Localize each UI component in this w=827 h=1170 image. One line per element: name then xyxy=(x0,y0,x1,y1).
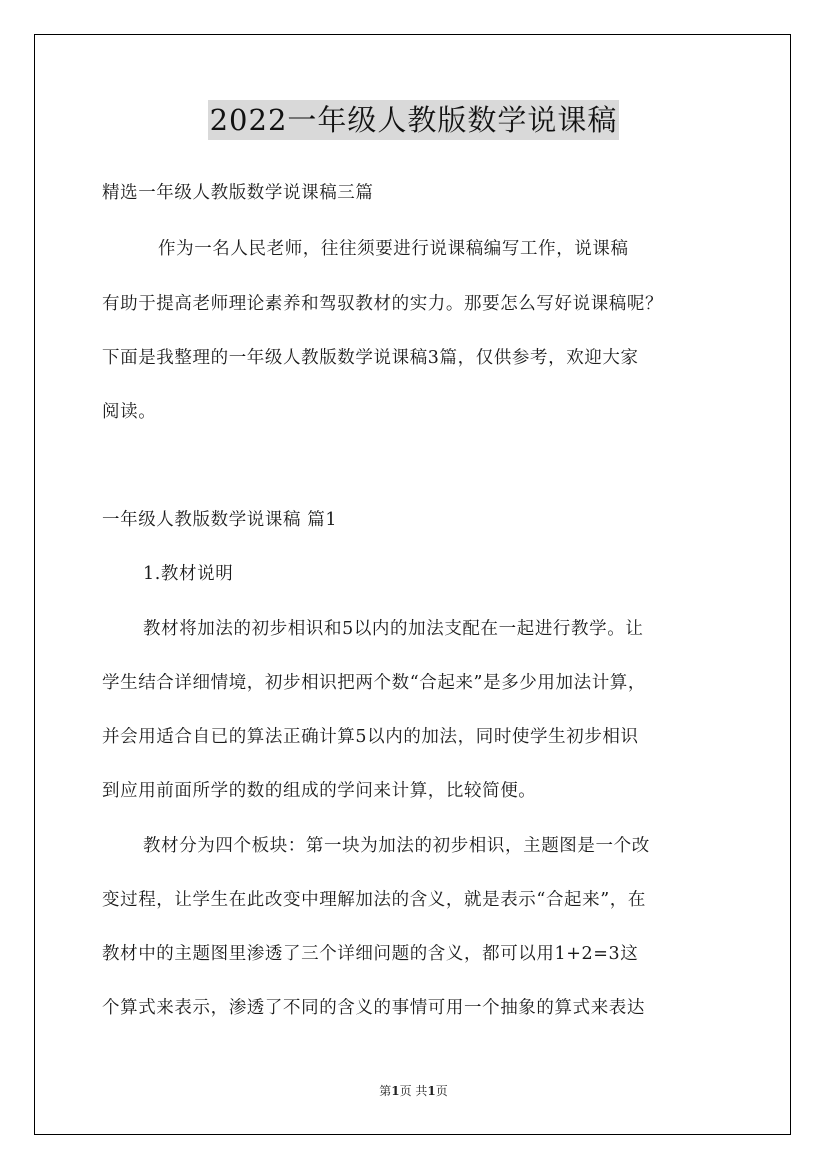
paragraph1-line-3: 并会用适合自已的算法正确计算5以内的加法，同时使学生初步相识 xyxy=(102,727,639,747)
paragraph2-line-1: 教材分为四个板块：第一块为加法的初步相识，主题图是一个改 xyxy=(143,836,650,856)
footer-suffix: 页 xyxy=(435,1084,448,1098)
title-container xyxy=(0,100,827,140)
document-title: 2022一年级人教版数学说课稿 xyxy=(208,100,620,140)
subtitle: 精选一年级人教版数学说课稿三篇 xyxy=(102,183,374,203)
intro-line-3: 下面是我整理的一年级人教版数学说课稿3篇，仅供参考，欢迎大家 xyxy=(102,348,639,368)
paragraph2-line-4: 个算式来表示，渗透了不同的含义的事情可用一个抽象的算式来表达 xyxy=(102,998,645,1018)
paragraph2-line-3: 教材中的主题图里渗透了三个详细问题的含义，都可以用1+2=3这 xyxy=(102,944,639,964)
footer-prefix: 第 xyxy=(379,1084,392,1098)
paragraph2-line-2: 变过程，让学生在此改变中理解加法的含义，就是表示“合起来”，在 xyxy=(102,890,646,910)
section-heading: 一年级人教版数学说课稿 篇1 xyxy=(102,510,338,530)
intro-line-2: 有助于提高老师理论素养和驾驭教材的实力。那要怎么写好说课稿呢？ xyxy=(102,294,664,314)
footer-total-pages: 1 xyxy=(427,1084,436,1098)
intro-line-1: 作为一名人民老师，往往须要进行说课稿编写工作，说课稿 xyxy=(158,239,629,259)
footer-page-number: 1 xyxy=(391,1084,400,1098)
paragraph1-line-2: 学生结合详细情境，初步相识把两个数“合起来”是多少用加法计算， xyxy=(102,673,646,693)
footer-middle: 页 共 xyxy=(399,1084,428,1098)
subsection-heading: 1.教材说明 xyxy=(143,564,234,584)
page-footer xyxy=(0,1083,827,1099)
intro-line-4: 阅读。 xyxy=(102,402,157,422)
paragraph1-line-1: 教材将加法的初步相识和5以内的加法支配在一起进行教学。让 xyxy=(143,619,644,639)
paragraph1-line-4: 到应用前面所学的数的组成的学问来计算，比较简便。 xyxy=(102,781,537,801)
